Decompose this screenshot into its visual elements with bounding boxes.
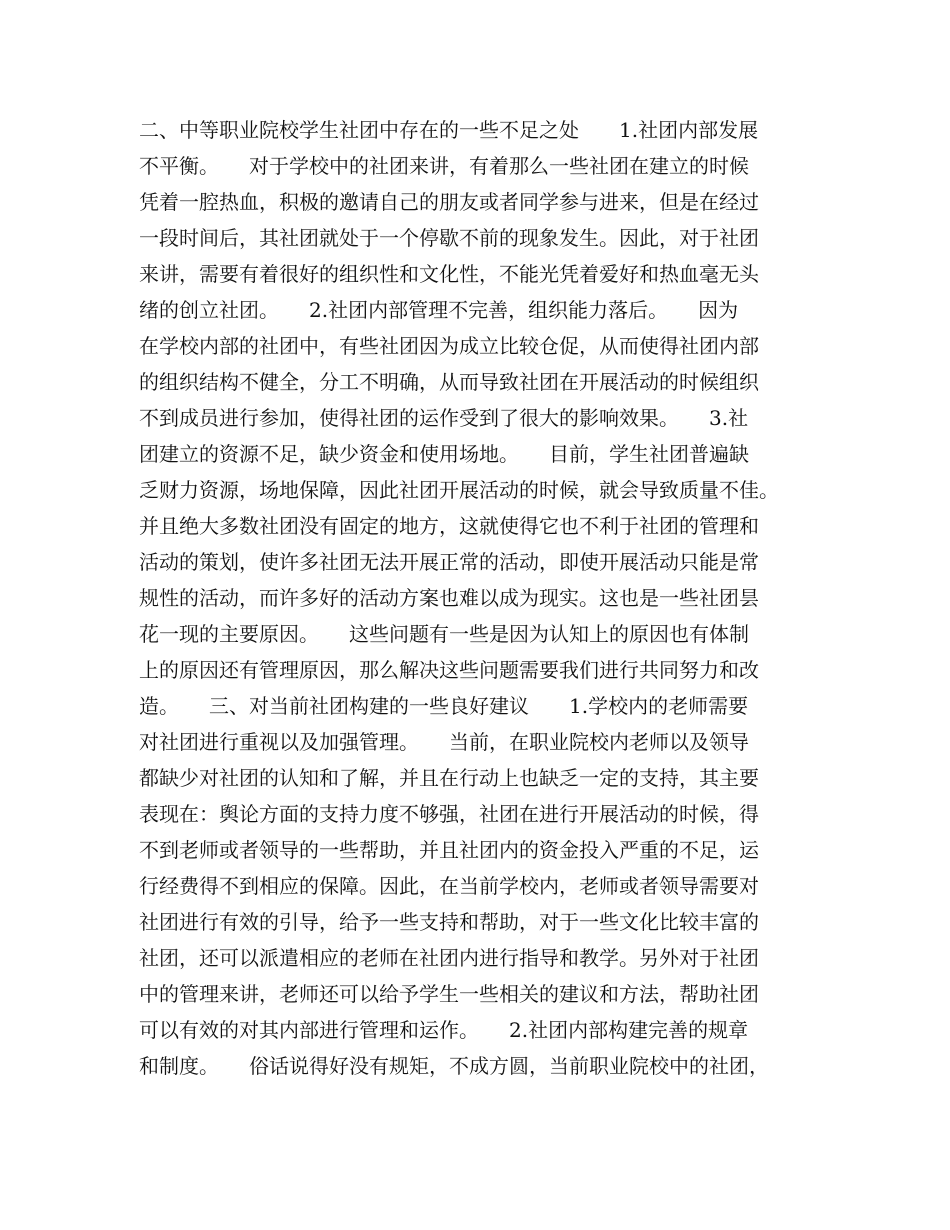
text-line-2: 不平衡。 对于学校中的社团来讲，有着那么一些社团在建立的时候 <box>139 154 749 178</box>
text-line-6: 绪的创立社团。 2.社团内部管理不完善，组织能力落后。 因为 <box>139 298 739 322</box>
text-line-21: 不到老师或者领导的一些帮助，并且社团内的资金投入严重的不足，运 <box>139 838 759 862</box>
text-line-8: 的组织结构不健全，分工不明确，从而导致社团在开展活动的时候组织 <box>139 370 759 394</box>
text-line-14: 规性的活动，而许多好的活动方案也难以成为现实。这也是一些社团昙 <box>139 586 759 610</box>
text-line-27: 和制度。 俗话说得好没有规矩，不成方圆，当前职业院校中的社团， <box>139 1054 769 1078</box>
text-line-5: 来讲，需要有着很好的组织性和文化性，不能光凭着爱好和热血毫无头 <box>139 262 759 286</box>
text-line-12: 并且绝大多数社团没有固定的地方，这就使得它也不利于社团的管理和 <box>139 514 759 538</box>
text-line-13: 活动的策划，使许多社团无法开展正常的活动，即使开展活动只能是常 <box>139 550 759 574</box>
text-line-1: 二、中等职业院校学生社团中存在的一些不足之处 1.社团内部发展 <box>139 118 759 142</box>
text-line-10: 团建立的资源不足，缺少资金和使用场地。 目前，学生社团普遍缺 <box>139 442 749 466</box>
text-line-23: 社团进行有效的引导，给予一些支持和帮助，对于一些文化比较丰富的 <box>139 910 759 934</box>
text-line-22: 行经费得不到相应的保障。因此，在当前学校内，老师或者领导需要对 <box>139 874 759 898</box>
text-line-9: 不到成员进行参加，使得社团的运作受到了很大的影响效果。 3.社 <box>139 406 749 430</box>
text-line-20: 表现在：舆论方面的支持力度不够强，社团在进行开展活动的时候，得 <box>139 802 759 826</box>
text-line-24: 社团，还可以派遣相应的老师在社团内进行指导和教学。另外对于社团 <box>139 946 759 970</box>
text-line-11: 乏财力资源，场地保障，因此社团开展活动的时候，就会导致质量不佳。 <box>139 478 779 502</box>
text-line-16: 上的原因还有管理原因，那么解决这些问题需要我们进行共同努力和改 <box>139 658 759 682</box>
text-line-7: 在学校内部的社团中，有些社团因为成立比较仓促，从而使得社团内部 <box>139 334 759 358</box>
text-line-26: 可以有效的对其内部进行管理和运作。 2.社团内部构建完善的规章 <box>139 1018 749 1042</box>
body-text <box>139 112 819 1084</box>
text-line-15: 花一现的主要原因。 这些问题有一些是因为认知上的原因也有体制 <box>139 622 749 646</box>
text-line-17: 造。 三、对当前社团构建的一些良好建议 1.学校内的老师需要 <box>139 694 749 718</box>
text-line-18: 对社团进行重视以及加强管理。 当前，在职业院校内老师以及领导 <box>139 730 749 754</box>
text-line-4: 一段时间后，其社团就处于一个停歇不前的现象发生。因此，对于社团 <box>139 226 759 250</box>
text-line-19: 都缺少对社团的认知和了解，并且在行动上也缺乏一定的支持，其主要 <box>139 766 759 790</box>
text-line-3: 凭着一腔热血，积极的邀请自己的朋友或者同学参与进来，但是在经过 <box>139 190 759 214</box>
text-line-25: 中的管理来讲，老师还可以给予学生一些相关的建议和方法，帮助社团 <box>139 982 759 1006</box>
